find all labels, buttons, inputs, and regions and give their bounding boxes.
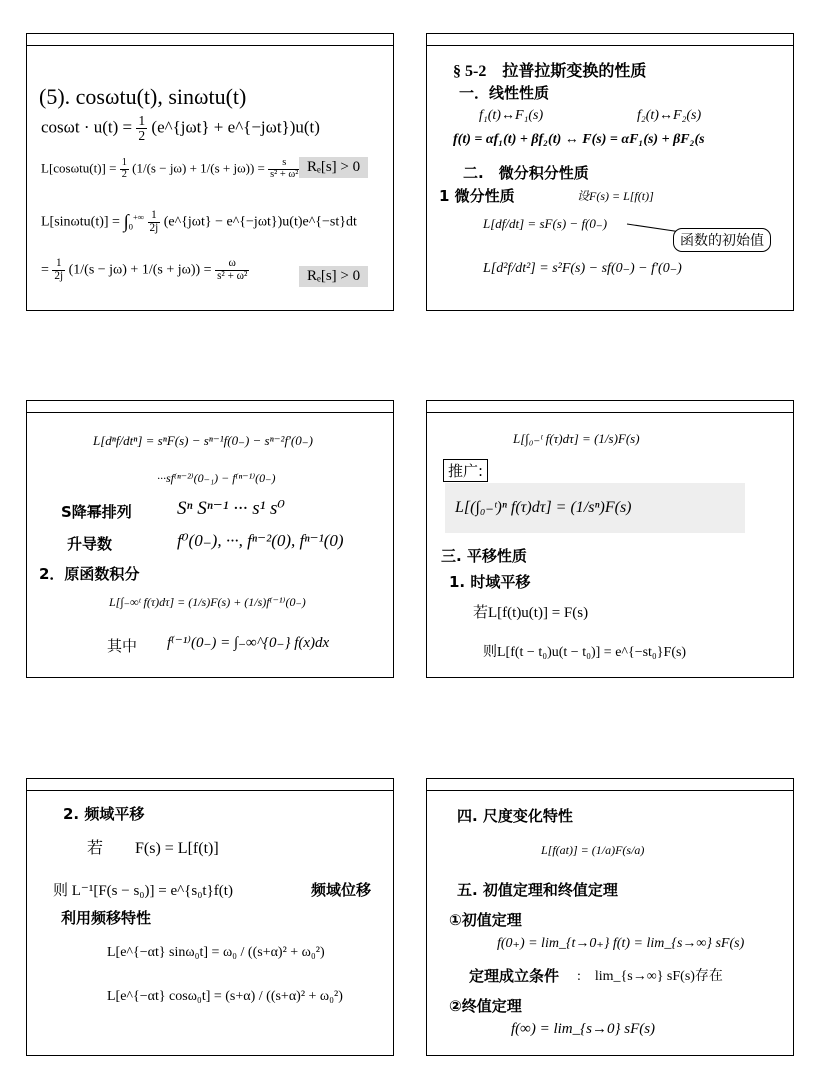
first-derivative-rule: L[df/dt] = sF(s) − f(0₋) <box>483 216 608 231</box>
section-scaling: 四. 尺度变化特性 <box>457 807 573 825</box>
slide1-eq-sin-integral: $L[\sin\omega tu(t)] = \int_0^{+\infty}$ $\frac{1}{2j}$ (e^{jωt} − e^{−jωt})u(t)e^{−st}dt <box>41 209 357 234</box>
subsection-differentiation: 1 微分性质 <box>439 187 515 205</box>
slide-integral-shift <box>426 400 794 678</box>
condition-formula: : lim_{s→∞} sF(s)存在 <box>577 969 723 984</box>
slide-nth-derivative <box>26 400 394 678</box>
time-shift-result: 则L[f(t − t₀)u(t − t₀)] = e^{−st₀}F(s) <box>483 645 687 660</box>
slide1-eq-cos-transform <box>41 158 300 181</box>
where-definition: f⁽⁻¹⁾(0₋) = ∫₋∞^{0₋} f(x)dx <box>167 635 330 651</box>
numerator: 1 <box>121 157 127 168</box>
denominator: 2 <box>138 128 146 144</box>
section-diff-int: 二. 微分积分性质 <box>463 164 589 182</box>
frequency-shift-result: 则 L⁻¹[F(s − s₀)] = e^{s₀t}f(t) <box>53 883 233 899</box>
eq-middle: (1/(s − jω) + 1/(s + jω)) = <box>132 160 265 176</box>
frequency-shift-premise: 若 F(s) = L[f(t)] <box>87 840 219 857</box>
condition-label: 定理成立条件 <box>469 967 560 985</box>
section-limit-theorems: 五. 初值定理和终值定理 <box>457 881 618 899</box>
transform-pair-1: f₁(t)↔F₁(s) <box>479 108 544 123</box>
generalization-label: 推广: <box>443 459 488 482</box>
fraction-1-over-2j: $\frac{1}{2j}$ <box>54 257 64 282</box>
callout-initial-value: 函数的初始值 <box>673 228 771 252</box>
slide-header-rule <box>27 412 393 413</box>
slide-header-rule <box>27 790 393 791</box>
eq-lhs: L[sinωtu(t)] = <box>41 214 120 230</box>
slide1-heading: (5). cosωtu(t), sinωtu(t) <box>39 84 247 109</box>
eq-lhs: L[cosωtu(t)] = <box>41 160 117 176</box>
initial-value-theorem-label: ①初值定理 <box>449 911 522 929</box>
slide-header-rule <box>427 45 793 46</box>
descending-powers-math: Sⁿ Sⁿ⁻¹ ··· s¹ s⁰ <box>177 498 286 519</box>
slide-frequency-shift <box>26 778 394 1056</box>
eq-rhs: (e^{jωt} − e^{−jωt})u(t)e^{−st}dt <box>163 214 357 230</box>
eq-rhs: (e^{jωt} + e^{−jωt})u(t) <box>151 117 320 137</box>
slide-header-rule <box>27 45 393 46</box>
subsection-frequency-shift: 2. 频域平移 <box>63 805 145 823</box>
ascending-derivatives-math: f⁰(0₋), ···, fⁿ⁻²(0), fⁿ⁻¹(0) <box>177 531 344 550</box>
fraction-1-over-2j: $\frac{1}{2j}$ <box>149 209 159 234</box>
denominator: s² + ω² <box>270 168 299 180</box>
linearity-formula: f(t) = αf₁(t) + βf₂(t) ↔ F(s) = αF₁(s) + βF₂(s <box>453 132 705 147</box>
descending-powers-label: S降幂排列 <box>61 503 132 521</box>
frequency-shift-tag: 频域位移 <box>311 881 372 899</box>
slide-scaling-limit-theorems <box>426 778 794 1056</box>
slide1-eq-sin-result <box>41 258 249 283</box>
integration-rule: L[∫₋∞ᵗ f(τ)dτ] = (1/s)F(s) + (1/s)f⁽⁻¹⁾(0₋) <box>109 595 306 609</box>
time-shift-premise: 若L[f(t)u(t)] = F(s) <box>473 605 589 621</box>
slide-header-rule <box>427 790 793 791</box>
numerator: s <box>268 158 300 170</box>
fraction-half <box>136 114 147 144</box>
fraction-half <box>120 158 129 181</box>
roc-label-sin: Rₑ[s] > 0 <box>299 266 368 287</box>
nth-derivative-tail: ···sf⁽ⁿ⁻²⁾(0₋₁) − f⁽ⁿ⁻¹⁾(0₋) <box>157 471 276 485</box>
ascending-derivatives-label: 升导数 <box>67 535 113 553</box>
slide-laplace-properties <box>426 33 794 311</box>
integral-sign: ∫ <box>123 211 129 233</box>
section-linearity: 一．线性性质 <box>459 84 550 102</box>
subsection-time-shift: 1. 时域平移 <box>449 573 531 591</box>
roc-label-cos: Rₑ[s] > 0 <box>299 157 368 178</box>
scaling-rule: L[f(at)] = (1/a)F(s/a) <box>541 843 645 857</box>
section-integration: 2．原函数积分 <box>39 565 140 583</box>
nth-derivative-rule: L[dⁿf/dtⁿ] = sⁿF(s) − sⁿ⁻¹f(0₋) − sⁿ⁻²f′(0₋) <box>93 433 313 448</box>
slide2-title: § 5-2 拉普拉斯变换的性质 <box>453 63 647 80</box>
numerator: ω <box>215 258 249 271</box>
initial-value-theorem-formula: f(0₊) = lim_{t→0₊} f(t) = lim_{s→∞} sF(s) <box>497 936 745 951</box>
fraction-result <box>268 158 300 181</box>
final-value-theorem-label: ②终值定理 <box>449 997 522 1015</box>
integral-from-zero-rule: L[∫₀₋ᵗ f(τ)dτ] = (1/s)F(s) <box>513 431 640 446</box>
final-value-theorem-formula: f(∞) = lim_{s→0} sF(s) <box>511 1021 656 1037</box>
numerator: 1 <box>138 113 146 128</box>
use-frequency-shift-label: 利用频移特性 <box>61 909 152 927</box>
section-shift: 三. 平移性质 <box>441 547 527 565</box>
eq-middle: (1/(s − jω) + 1/(s + jω)) = <box>68 262 212 278</box>
damped-cosine-transform: L[e^{−αt} cosω₀t] = (s+α) / ((s+α)² + ω₀²) <box>107 989 343 1004</box>
slide-cos-sin-transform <box>26 33 394 311</box>
eq-equals: = <box>41 262 49 278</box>
denominator: 2 <box>121 168 127 180</box>
transform-pair-2: f₂(t)↔F₂(s) <box>637 108 702 123</box>
second-derivative-rule: L[d²f/dt²] = s²F(s) − sf(0₋) − f′(0₋) <box>483 261 682 276</box>
assumption-text: 设F(s) = L[f(t)] <box>577 189 654 203</box>
where-label: 其中 <box>107 637 138 655</box>
eq-lhs: cosωt · u(t) = <box>41 117 133 137</box>
fraction-result <box>215 258 249 283</box>
denominator: s² + ω² <box>217 269 248 282</box>
slide-header-rule <box>427 412 793 413</box>
repeated-integral-rule: L[(∫₀₋ᵗ)ⁿ f(τ)dτ] = (1/sⁿ)F(s) <box>455 499 632 516</box>
slide1-eq-cos-decomposition <box>41 114 320 144</box>
damped-sine-transform: L[e^{−αt} sinω₀t] = ω₀ / ((s+α)² + ω₀²) <box>107 945 325 960</box>
